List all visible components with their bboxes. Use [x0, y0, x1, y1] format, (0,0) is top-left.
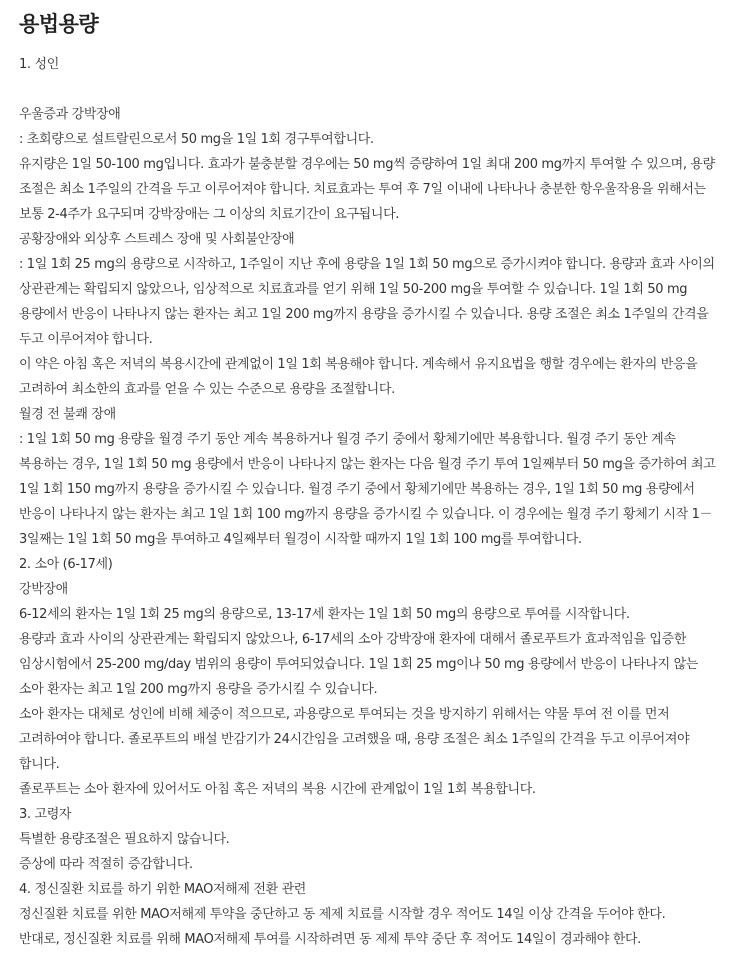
- paragraph: 반대로, 정신질환 치료를 위해 MAO저해제 투여를 시작하려면 동 제제 투약 중단 후 적어도 14일이 경과해야 한다.: [19, 932, 641, 947]
- paragraph: 특별한 용량조절은 필요하지 않습니다.: [19, 832, 230, 847]
- paragraph: : 1일 1회 50 mg 용량을 월경 주기 동안 계속 복용하거나 월경 주기 중에서 황체기에만 복용합니다. 월경 주기 동안 계속 복용하는 경우, 1일 1회 50 mg 용량에서 반응이 나타나지 않는 환자는 다음 월경 주기 투여 1일째부터 50 mg을 증가하여 최고 1일 1회 150 mg까지 용량을 증가시킬 수 있습니다. 월경 주기 중에서 황체기에만 복용하는 경우, 1일 1회 50 mg 용량에서 반응이 나타나지 않는 환자는 최고 1일 1회 100 mg까지 용량을 증가시킬 수 있습니다. 이 경우에는 월경 주기 황체기 시작 1－3일째는 1일 1회 50 mg을 투여하고 4일째부터 월경이 시작할 때까지 1일 1회 100 mg를 투여합니다.: [19, 432, 716, 547]
- subsection-heading-panic-ptsd-social: 공황장애와 외상후 스트레스 장애 및 사회불안장애: [19, 232, 295, 247]
- paragraph: : 초회량으로 설트랄린으로서 50 mg을 1일 1회 경구투여합니다.: [19, 132, 374, 147]
- paragraph: 정신질환 치료를 위한 MAO저해제 투약을 중단하고 동 제제 치료를 시작할 경우 적어도 14일 이상 간격을 두어야 한다.: [19, 907, 666, 922]
- section-heading-adult: 1. 성인: [19, 57, 59, 72]
- section-heading-elderly: 3. 고령자: [19, 807, 72, 822]
- subsection-heading-pmdd: 월경 전 불쾌 장애: [19, 407, 116, 422]
- paragraph: 증상에 따라 적절히 증감합니다.: [19, 857, 193, 872]
- subsection-heading-ocd: 강박장애: [19, 582, 68, 597]
- paragraph: : 1일 1회 25 mg의 용량으로 시작하고, 1주일이 지난 후에 용량을 1일 1회 50 mg으로 증가시켜야 합니다. 용량과 효과 사이의 상관관계는 확립되지 않았으나, 임상적으로 치료효과를 얻기 위해 1일 50-200 mg을 투여할 수 있습니다. 1일 1회 50 mg 용량에서 반응이 나타나지 않는 환자는 최고 1일 200 mg까지 용량을 증가시킬 수 있습니다. 용량 조절은 최소 1주일의 간격을 두고 이루어져야 합니다.: [19, 257, 715, 347]
- paragraph: 졸로푸트는 소아 환자에 있어서도 아침 혹은 저녁의 복용 시간에 관계없이 1일 1회 복용합니다.: [19, 782, 536, 797]
- paragraph: 소아 환자는 대체로 성인에 비해 체중이 적으므로, 과용량으로 투여되는 것을 방지하기 위해서는 약물 투여 전 이를 먼저 고려하여야 합니다. 졸로푸트의 배설 반감기가 24시간임을 고려했을 때, 용량 조절은 최소 1주일의 간격을 두고 이루어져야 합니다.: [19, 707, 690, 772]
- paragraph: 6-12세의 환자는 1일 1회 25 mg의 용량으로, 13-17세 환자는 1일 1회 50 mg의 용량으로 투여를 시작합니다.: [19, 607, 630, 622]
- page-title: 용법용량: [19, 12, 99, 36]
- dosage-content: [19, 52, 725, 952]
- paragraph: 용량과 효과 사이의 상관관계는 확립되지 않았으나, 6-17세의 소아 강박장애 환자에 대해서 졸로푸트가 효과적임을 입증한 임상시험에서 25-200 mg/day 범위의 용량이 투여되었습니다. 1일 1회 25 mg이나 50 mg 용량에서 반응이 나타나지 않는 소아 환자는 최고 1일 200 mg까지 용량을 증가시킬 수 있습니다.: [19, 632, 699, 697]
- section-heading-pediatric: 2. 소아 (6-17세): [19, 557, 113, 572]
- paragraph: 유지량은 1일 50-100 mg입니다. 효과가 불충분할 경우에는 50 mg씩 증량하여 1일 최대 200 mg까지 투여할 수 있으며, 용량 조절은 최소 1주일의 간격을 두고 이루어져야 합니다. 치료효과는 투여 후 7일 이내에 나타나나 충분한 항우울작용을 위해서는 보통 2-4주가 요구되며 강박장애는 그 이상의 치료기간이 요구됩니다.: [19, 157, 715, 222]
- spacer: [19, 77, 725, 102]
- subsection-heading-depression-ocd: 우울증과 강박장애: [19, 107, 121, 122]
- paragraph: 이 약은 아침 혹은 저녁의 복용시간에 관계없이 1일 1회 복용해야 합니다. 계속해서 유지요법을 행할 경우에는 환자의 반응을 고려하여 최소한의 효과를 얻을 수 있는 수준으로 용량을 조절합니다.: [19, 357, 698, 397]
- section-heading-maoi: 4. 정신질환 치료를 하기 위한 MAO저해제 전환 관련: [19, 882, 306, 897]
